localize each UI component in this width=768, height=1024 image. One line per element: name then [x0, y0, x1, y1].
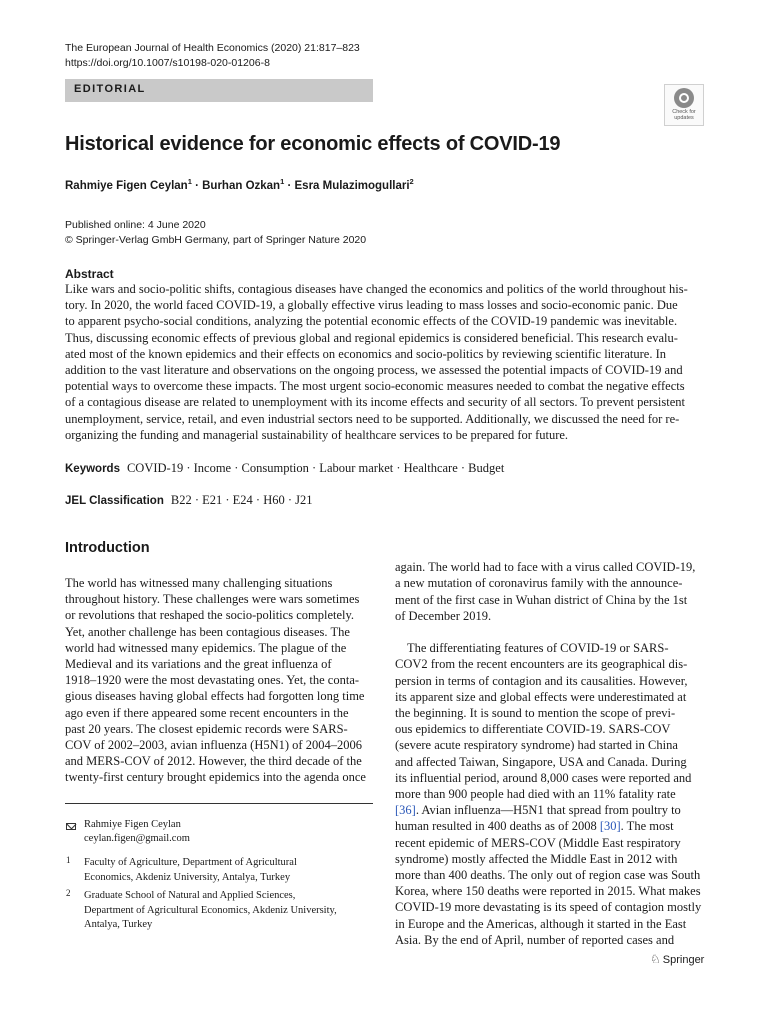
- published-date: Published online: 4 June 2020: [65, 219, 206, 231]
- check-for-updates-badge[interactable]: [664, 84, 704, 126]
- author-affiliation: 1: [187, 177, 192, 187]
- intro-text: . Avian influenza—H5N1 that spread from poultry to human resulted in 400 deaths as of 2008: [395, 803, 681, 834]
- copyright-line: © Springer-Verlag GmbH Germany, part of Springer Nature 2020: [65, 233, 367, 246]
- introduction-left-column: The world has witnessed many challenging situations throughout history. These challenges were wars sometimes or revolutions that reshaped the socio-politics completely. Yet, another challenge has been contagious diseases. The world had witnessed many epidemics. The plague of the Medieval and its variations and the great influenza of 1918–1920 were the most devastating ones. Yet, the conta- gious diseases having global effects had forgotten long time ago even if there appeared some recent encounters in the past 20 years. The closest epidemic records were SARS- COV of 2002–2003, avian influenza (H5N1) of 2004–2006 and MERS-COV of 2012. However, the third decade of the twenty-first century brought epidemics into the agenda once: [65, 576, 366, 785]
- check-for-updates-icon: [674, 88, 694, 108]
- introduction-right-column: [395, 543, 703, 964]
- affiliation-1: Faculty of Agriculture, Department of Agricultural Economics, Akdeniz University, Antalya, Turkey: [84, 857, 297, 883]
- author-name[interactable]: Rahmiye Figen Ceylan: [65, 180, 188, 192]
- section-label: EDITORIAL: [74, 83, 146, 95]
- footnote-divider: [65, 803, 373, 804]
- springer-horse-icon: ♘: [650, 952, 661, 966]
- journal-citation: The European Journal of Health Economics (2020) 21:817–823: [65, 42, 360, 54]
- article-title: Historical evidence for economic effects of COVID-19: [65, 133, 561, 155]
- abstract-text: Like wars and socio-politic shifts, contagious diseases have changed the economics and politics of the world throughout his- tory. In 2020, the world faced COVID-19, a globally effective virus leading to mass losses and socio-economic panic. Due to apparent psycho-social conditions, analyzing the potential economic effects of the COVID-19 pandemic was inevitable. Thus, discussing economic effects of previous global and regional epidemics is considered beneficial. This research evalu- ated most of the known epidemics and their effects on economics and socio-politics by reviewing scientific literature. In addition to the vast literature and observations on the ongoing process, we assessed the potential impacts of COVID-19 and potential ways to overcome these impacts. The most urgent socio-economic measures needed to combat the negative effects of a contagious disease are related to unemployment with its income effects and security of all sectors. To prevent persistent unemployment, service, retail, and even industrial sectors need to be supported. Additionally, we discussed the need for re- organizing the funding and managerial sustainability of healthcare services to be prepared for future.: [65, 282, 688, 442]
- author-separator: ·: [191, 180, 203, 192]
- abstract-heading: Abstract: [65, 267, 114, 281]
- contact-email[interactable]: ceylan.figen@gmail.com: [84, 833, 190, 844]
- author-name[interactable]: Esra Mulazimogullari: [294, 180, 410, 192]
- author-affiliation: 2: [409, 177, 414, 187]
- publication-info: [65, 218, 366, 247]
- affiliation-marker: 2: [66, 888, 71, 898]
- publisher-name: Springer: [662, 954, 705, 966]
- citation-link[interactable]: [30]: [599, 819, 621, 834]
- affiliation-marker: 1: [66, 855, 71, 865]
- intro-text: . The most recent epidemic of MERS-COV (Middle East respiratory syndrome) mostly affected the Middle East in 2012 with more than 400 deaths. The only out of region case was South Korea, where 150 deaths were reported in 2015. What makes COVID-19 more devastating is its speed of contagion mostly in Europe and the Americas, although it started in the East Asia. By the end of April, number of reported cases and: [395, 819, 702, 947]
- jel-label: JEL Classification: [65, 495, 164, 507]
- publisher-footer: [650, 952, 704, 966]
- intro-paragraph: again. The world had to face with a virus called COVID-19, a new mutation of coronavirus family with the announce- ment of the first case in Wuhan district of China by the 1st of December 2019.: [395, 560, 696, 623]
- jel-line: [65, 493, 313, 508]
- section-banner: [65, 79, 373, 102]
- author-separator: ·: [284, 180, 295, 192]
- badge-line1: Check for: [672, 109, 696, 115]
- badge-line2: updates: [674, 115, 694, 121]
- author-name[interactable]: Burhan Ozkan: [202, 180, 281, 192]
- contact-author-name: Rahmiye Figen Ceylan: [84, 819, 181, 830]
- keywords-label: Keywords: [65, 463, 120, 475]
- keywords-value: COVID-19 · Income · Consumption · Labour market · Healthcare · Budget: [126, 461, 505, 475]
- intro-paragraph: [395, 640, 703, 948]
- affiliation-2: Graduate School of Natural and Applied Sciences, Department of Agricultural Economics, Akdeniz University, Antalya, Turkey: [84, 890, 337, 930]
- intro-text: The differentiating features of COVID-19 or SARS- COV2 from the recent encounters are its geographical dis- persion in terms of contagion and its causalities. However, its apparent size and global effects were underestimated at the beginning. It is sound to mention the scope of previ- ous epidemics to differentiate COVID-19. SARS-COV (severe acute respiratory syndrome) had started in China and affected Taiwan, Singapore, USA and Canada. During its influential period, around 8,000 cases were reported and more than 900 people had died with an 11% fatality rate: [395, 641, 692, 802]
- envelope-icon: [66, 823, 76, 830]
- author-affiliation: 1: [280, 177, 285, 187]
- introduction-heading: Introduction: [65, 540, 150, 556]
- author-list: [65, 177, 414, 192]
- citation-link[interactable]: [36]: [395, 803, 416, 818]
- doi-link[interactable]: https://doi.org/10.1007/s10198-020-01206-8: [65, 57, 270, 69]
- jel-value: B22 · E21 · E24 · H60 · J21: [170, 493, 313, 507]
- keywords-line: [65, 461, 504, 476]
